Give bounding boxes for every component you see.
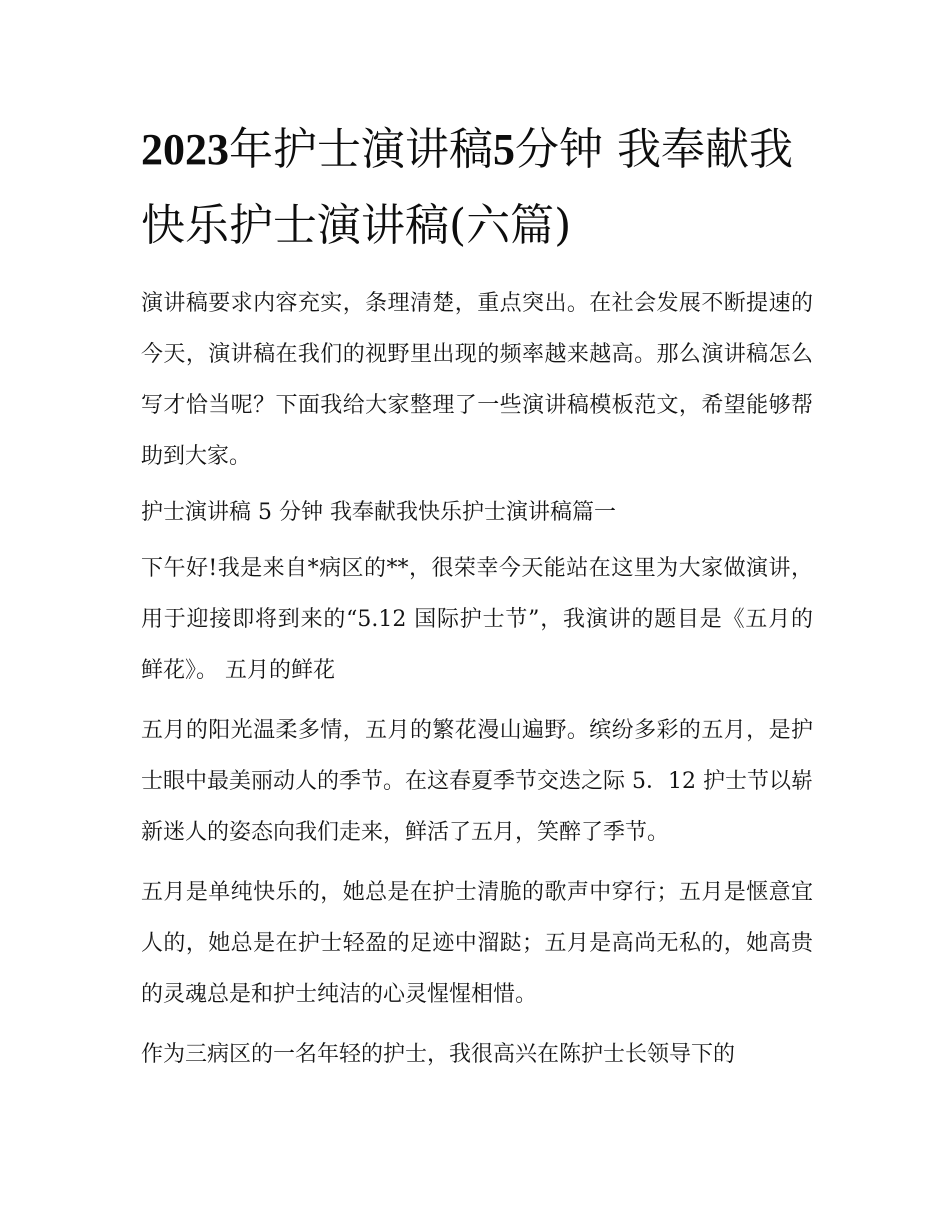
title-year: 2023 xyxy=(141,125,229,174)
document-body xyxy=(141,278,813,1089)
intro-paragraph: 演讲稿要求内容充实，条理清楚，重点突出。在社会发展不断提速的今天，演讲稿在我们的视野里出现的频率越来越高。那么演讲稿怎么写才恰当呢？下面我给大家整理了一些演讲稿模板范文，希望能够帮助到大家。 xyxy=(141,291,813,469)
title-text-1: 年护士演讲稿 xyxy=(229,124,493,175)
title-number: 5 xyxy=(493,125,515,174)
document-title xyxy=(141,112,821,264)
body-paragraph: 五月的阳光温柔多情，五月的繁花漫山遍野。缤纷多彩的五月，是护士眼中最美丽动人的季节。在这春夏季节交迭之际 5．12 护士节以崭新迷人的姿态向我们走来，鲜活了五月，笑醉了季节。 xyxy=(141,718,813,845)
title-text-2: 分钟 我奉献我快乐护士演讲稿(六篇) xyxy=(141,124,793,251)
body-paragraph: 作为三病区的一名年轻的护士，我很高兴在陈护士长领导下的 xyxy=(141,1042,736,1067)
section-heading: 护士演讲稿 5 分钟 我奉献我快乐护士演讲稿篇一 xyxy=(141,500,616,525)
body-paragraph: 五月是单纯快乐的，她总是在护士清脆的歌声中穿行；五月是惬意宜人的，她总是在护士轻盈的足迹中溜跶；五月是高尚无私的，她高贵的灵魂总是和护士纯洁的心灵惺惺相惜。 xyxy=(141,880,813,1007)
body-paragraph: 下午好!我是来自*病区的**，很荣幸今天能站在这里为大家做演讲，用于迎接即将到来的“5.12 国际护士节”，我演讲的题目是《五月的鲜花》。 五月的鲜花 xyxy=(141,556,813,683)
